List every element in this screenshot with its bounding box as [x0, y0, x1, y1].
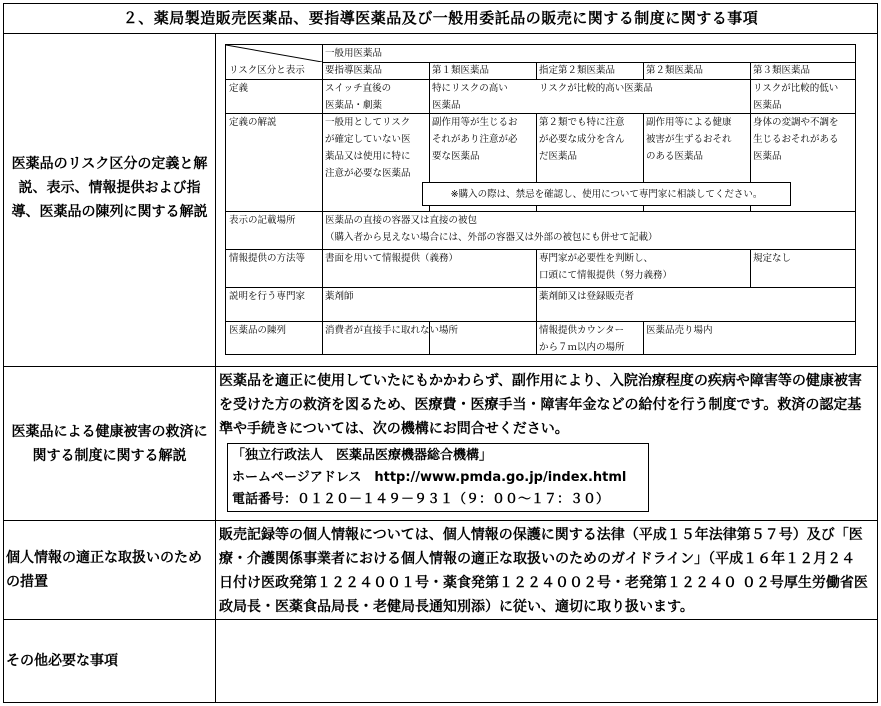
divider-row1 — [3, 366, 878, 367]
other-section-label: その他必要な事項 — [6, 653, 118, 669]
info-provision-col34: 専門家が必要性を判断し、 口頭にて情報提供（努力義務） — [539, 253, 673, 281]
explanation-col5: 身体の変調や不調を 生じるおそれがある 医薬品 — [753, 117, 839, 162]
relief-section-label: 医薬品による健康被害の救済に関する制度に関する解説 — [11, 424, 208, 464]
contact-organization: 「独立行政法人 医薬品医療機器総合機構」 — [232, 448, 493, 463]
col-header-2: 第１類医薬品 — [432, 65, 490, 76]
contact-website: ホームページアドレス http://www.pmda.go.jp/index.html — [232, 470, 627, 485]
explanation-label: 定義の解説 — [229, 117, 277, 128]
risk-table — [225, 44, 856, 355]
divider-row3 — [3, 619, 878, 620]
col-header-5: 第３類医薬品 — [753, 65, 811, 76]
corner-diagonal — [226, 45, 322, 62]
explanation-col4: 副作用等による健康 被害が生ずるおそれ のある医薬品 — [646, 117, 732, 162]
contact-phone: 電話番号：０１２０－１４９－９３１（９：００～１７：３０） — [232, 492, 610, 507]
consult-note: ※購入の際は、禁忌を確認し、使用について専門家に相談してください。 — [422, 182, 791, 206]
explanation-col3: 第２類でも特に注意 が必要な成分を含ん だ医薬品 — [539, 117, 625, 162]
definition-col5: リスクが比較的低い 医薬品 — [753, 83, 839, 111]
explanation-col1: 一般用としてリスク が確定していない医 薬品又は使用に特に 注意が必要な医薬品 — [325, 117, 411, 179]
expert-col12: 薬剤師 — [325, 291, 354, 302]
explanation-col2: 副作用等が生じるお それがあり注意が必 要な医薬品 — [432, 117, 518, 162]
relief-text: 医薬品を適正に使用していたにもかかわらず、副作用により、入院治療程度の疾病や障害等の健康被害を受けた方の救済を図るため、医療費・医療手当・障害年金などの給付を行う制度です。救済の認定基準や手続きについては、次の機構にお問合せください。 — [219, 373, 862, 437]
display-location-text: 医薬品の直接の容器又は直接の被包 （購入者から見えない場合には、外部の容器又は外部の被包にも併せて記載） — [325, 215, 658, 243]
info-provision-label: 情報提供の方法等 — [229, 253, 306, 264]
risk-section-label: 医薬品のリスク区分の定義と解説、表示、情報提供および指導、医薬品の陳列に関する解説 — [11, 156, 208, 220]
header-group: 一般用医薬品 — [325, 48, 383, 59]
definition-col1: スイッチ直後の 医薬品・劇薬 — [325, 83, 392, 111]
col-header-4: 第２類医薬品 — [646, 65, 704, 76]
divider-label-column — [215, 33, 216, 703]
display-location-label: 表示の記載場所 — [229, 215, 296, 226]
display-place-col12: 消費者が直接手に取れない場所 — [325, 325, 459, 336]
expert-label: 説明を行う専門家 — [229, 291, 306, 302]
info-provision-col5: 規定なし — [753, 253, 792, 264]
display-place-col3: 情報提供カウンター から７ｍ以内の場所 — [539, 325, 625, 353]
row-header-risk-class: リスク区分と表示 — [229, 65, 305, 76]
info-provision-col12: 書面を用いて情報提供（義務） — [325, 253, 459, 264]
privacy-section-label: 個人情報の適正な取扱いのための措置 — [6, 550, 202, 590]
divider-row2 — [3, 520, 878, 521]
display-place-label: 医薬品の陳列 — [229, 325, 287, 336]
section-title: ２、薬局製造販売医薬品、要指導医薬品及び一般用委託品の販売に関する制度に関する事項 — [122, 9, 759, 27]
divider-title — [3, 33, 878, 34]
expert-col345: 薬剤師又は登録販売者 — [539, 291, 635, 302]
col-header-3: 指定第２類医薬品 — [539, 65, 616, 76]
display-place-col45: 医薬品売り場内 — [646, 325, 713, 336]
definition-label: 定義 — [229, 83, 249, 94]
definition-col2: 特にリスクの高い 医薬品 — [432, 83, 508, 111]
definition-col34: リスクが比較的高い医薬品 — [539, 83, 653, 94]
privacy-text: 販売記録等の個人情報については、個人情報の保護に関する法律（平成１５年法律第５７号）及び「医療・介護関係事業者における個人情報の適正な取扱いのためのガイドライン」（平成１６年１２月２４日付け医政発第１２２４００１号・薬食発第１２２４００２号・老発第１２２４０ ０２号厚生労働省医政局長・医薬食品局長・老健局長通知別添）に従い、適切に取り扱います。 — [219, 527, 868, 615]
pmda-contact-box — [227, 443, 649, 512]
col-header-1: 要指導医薬品 — [325, 65, 383, 76]
